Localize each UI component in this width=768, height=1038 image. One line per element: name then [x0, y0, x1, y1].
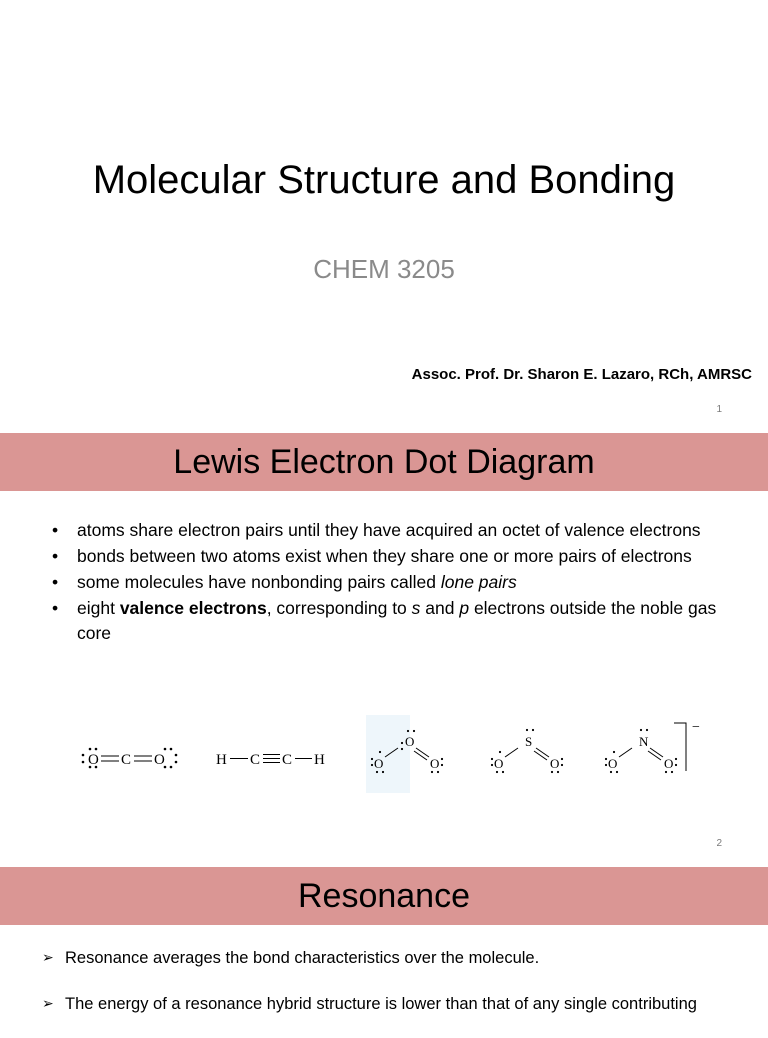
atom-label: O: [430, 756, 440, 771]
atom-label: N: [639, 734, 649, 749]
atom-label: O: [405, 734, 415, 749]
page-number: 2: [716, 838, 722, 849]
course-code: CHEM 3205: [313, 254, 455, 284]
atom-label: O: [608, 756, 618, 771]
charge-label: −: [692, 720, 700, 735]
bullet-item: ➢ Resonance averages the bond characteristics over the molecule.: [42, 946, 762, 970]
atom-label: S: [525, 734, 533, 749]
o3-structure: [368, 715, 458, 785]
atom-label: H: [216, 752, 227, 768]
co2-structure: [78, 715, 178, 775]
atom-label: C: [121, 752, 132, 768]
atom-label: O: [664, 756, 674, 771]
atom-label: O: [550, 756, 560, 771]
atom-label: O: [374, 756, 384, 771]
title-slide: [0, 0, 768, 432]
bullet-item: • eight valence electrons, corresponding to s and p electrons outside the noble gas core: [52, 596, 752, 646]
lewis-structures: [60, 715, 720, 795]
slide-heading: Lewis Electron Dot Diagram: [0, 433, 768, 491]
atom-label: C: [282, 752, 293, 768]
atom-label: C: [250, 752, 261, 768]
atom-label: O: [154, 752, 165, 768]
slide-heading: Resonance: [0, 867, 768, 925]
bullet-item: ➢ The energy of a resonance hybrid structure is lower than that of any single contributing: [42, 992, 762, 1016]
bullet-list: [52, 518, 752, 647]
atom-label: O: [494, 756, 504, 771]
resonance-slide: [0, 866, 768, 1024]
author-line: Assoc. Prof. Dr. Sharon E. Lazaro, RCh, AMRSC: [411, 366, 752, 383]
atom-label: H: [314, 752, 325, 768]
atom-label: O: [88, 752, 99, 768]
no2-ion-structure: [602, 715, 714, 785]
bullet-item: • atoms share electron pairs until they have acquired an octet of valence electrons: [52, 518, 752, 543]
arrow-bullet-list: [42, 946, 762, 1038]
c2h2-structure: [214, 715, 334, 775]
so2-structure: [488, 715, 578, 785]
page-number: 1: [716, 404, 722, 415]
lewis-slide: [0, 432, 768, 866]
bullet-item: • some molecules have nonbonding pairs called lone pairs: [52, 570, 752, 595]
slide-title: Molecular Structure and Bonding: [92, 158, 676, 202]
bullet-item: • bonds between two atoms exist when they share one or more pairs of electrons: [52, 544, 752, 569]
